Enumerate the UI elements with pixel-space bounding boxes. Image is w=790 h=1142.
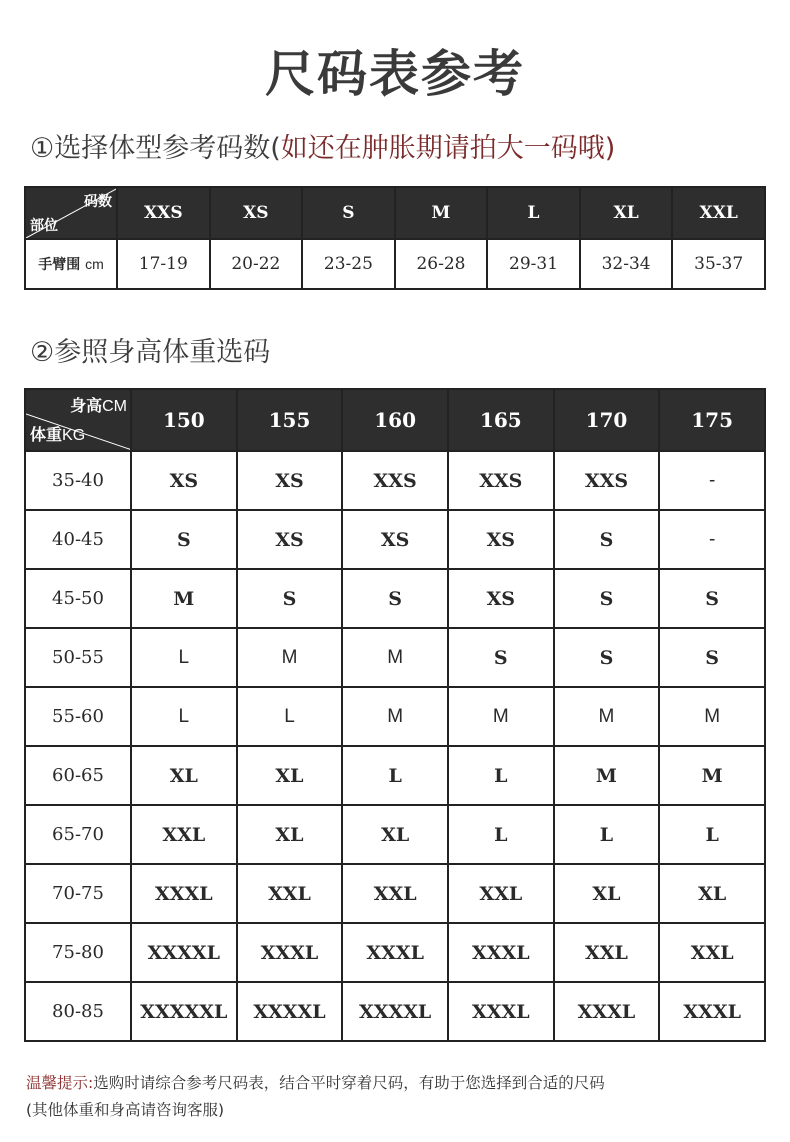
size-cell: S — [659, 628, 765, 687]
weight-range-cell: 40-45 — [25, 510, 131, 569]
size-cell: L — [554, 805, 660, 864]
arm-value-cell: 26-28 — [395, 239, 488, 289]
arm-value-cell: 29-31 — [487, 239, 580, 289]
size-cell: - — [659, 451, 765, 510]
arm-size-table — [24, 186, 766, 290]
arm-table-corner-cell — [25, 187, 117, 239]
height-header: 175 — [659, 389, 765, 451]
arm-row-label — [25, 239, 117, 289]
size-cell: XS — [342, 510, 448, 569]
size-cell: XXL — [554, 923, 660, 982]
size-cell: M — [448, 687, 554, 746]
size-cell: M — [554, 687, 660, 746]
size-cell: XL — [237, 746, 343, 805]
corner-label-size: 码数 — [84, 194, 112, 210]
size-cell: XS — [448, 510, 554, 569]
arm-table-header-row — [25, 187, 765, 239]
size-cell: S — [448, 628, 554, 687]
size-cell: S — [554, 510, 660, 569]
size-cell: XS — [131, 451, 237, 510]
table-row — [25, 510, 765, 569]
section1-heading-prefix: ①选择体型参考码数( — [30, 133, 281, 164]
corner-label-height — [70, 393, 127, 416]
size-cell: XXXL — [237, 923, 343, 982]
size-cell: XXXL — [554, 982, 660, 1041]
tip-text: 选购时请综合参考尺码表，结合平时穿着尺码，有助于您选择到合适的尺码 — [93, 1074, 605, 1092]
size-cell: M — [554, 746, 660, 805]
arm-value-cell: 23-25 — [302, 239, 395, 289]
size-cell: XL — [131, 746, 237, 805]
section1-heading-highlight: 如还在肿胀期请拍大一码哦) — [280, 133, 616, 164]
size-cell: XS — [237, 451, 343, 510]
size-cell: XXXXL — [237, 982, 343, 1041]
size-cell: S — [554, 569, 660, 628]
tip-note-line1 — [26, 1070, 766, 1097]
weight-range-cell: 80-85 — [25, 982, 131, 1041]
arm-value-cell: 17-19 — [117, 239, 210, 289]
table-row — [25, 451, 765, 510]
corner-label-height-unit: CM — [102, 398, 127, 415]
size-cell: XXXL — [448, 982, 554, 1041]
corner-label-weight — [30, 422, 85, 445]
size-cell: XXL — [131, 805, 237, 864]
size-header: XXL — [672, 187, 765, 239]
size-cell: XXL — [342, 864, 448, 923]
weight-range-cell: 55-60 — [25, 687, 131, 746]
size-cell: XL — [237, 805, 343, 864]
weight-range-cell: 65-70 — [25, 805, 131, 864]
size-cell: - — [659, 510, 765, 569]
size-cell: XXL — [237, 864, 343, 923]
size-cell: L — [131, 687, 237, 746]
arm-value-cell: 20-22 — [210, 239, 303, 289]
size-cell: L — [448, 746, 554, 805]
table-row — [25, 746, 765, 805]
arm-row-label-text: 手臂围 — [38, 257, 81, 273]
height-weight-size-table — [24, 388, 766, 1042]
table-row — [25, 628, 765, 687]
size-cell: M — [342, 687, 448, 746]
tip-note-line2: (其他体重和身高请咨询客服) — [26, 1101, 225, 1119]
height-header: 160 — [342, 389, 448, 451]
size-cell: XS — [448, 569, 554, 628]
height-header: 170 — [554, 389, 660, 451]
arm-value-cell: 35-37 — [672, 239, 765, 289]
size-cell: XXL — [448, 864, 554, 923]
size-cell: S — [131, 510, 237, 569]
tip-note — [26, 1070, 766, 1124]
weight-range-cell: 70-75 — [25, 864, 131, 923]
size-cell: XXL — [659, 923, 765, 982]
size-cell: XXXXXL — [131, 982, 237, 1041]
tip-label: 温馨提示: — [26, 1074, 94, 1092]
size-cell: XL — [554, 864, 660, 923]
size-cell: M — [342, 628, 448, 687]
size-cell: XXS — [342, 451, 448, 510]
size-cell: S — [342, 569, 448, 628]
weight-range-cell: 35-40 — [25, 451, 131, 510]
size-header: L — [487, 187, 580, 239]
size-table-corner-cell — [25, 389, 131, 451]
size-cell: M — [659, 687, 765, 746]
arm-circumference-row — [25, 239, 765, 289]
height-header: 155 — [237, 389, 343, 451]
corner-label-part: 部位 — [30, 218, 58, 234]
size-cell: XL — [342, 805, 448, 864]
page-title: 尺码表参考 — [265, 45, 525, 103]
arm-row-unit: cm — [85, 256, 104, 272]
size-cell: XL — [659, 864, 765, 923]
size-cell: M — [237, 628, 343, 687]
height-header: 165 — [448, 389, 554, 451]
size-header: M — [395, 187, 488, 239]
corner-label-weight-text: 体重 — [30, 425, 63, 444]
size-cell: L — [448, 805, 554, 864]
size-cell: L — [237, 687, 343, 746]
size-cell: L — [659, 805, 765, 864]
size-cell: XXS — [554, 451, 660, 510]
size-cell: S — [554, 628, 660, 687]
size-cell: XXXXL — [131, 923, 237, 982]
size-cell: XXXXL — [342, 982, 448, 1041]
size-cell: XXXL — [448, 923, 554, 982]
size-header: S — [302, 187, 395, 239]
weight-range-cell: 45-50 — [25, 569, 131, 628]
table-row — [25, 569, 765, 628]
height-header: 150 — [131, 389, 237, 451]
size-cell: XXXL — [131, 864, 237, 923]
size-cell: XXXL — [342, 923, 448, 982]
corner-label-height-text: 身高 — [70, 396, 103, 415]
size-cell: S — [659, 569, 765, 628]
size-cell: XXXL — [659, 982, 765, 1041]
weight-range-cell: 75-80 — [25, 923, 131, 982]
size-cell: M — [131, 569, 237, 628]
table-row — [25, 923, 765, 982]
size-header: XXS — [117, 187, 210, 239]
size-table-body — [25, 451, 765, 1041]
table-row — [25, 687, 765, 746]
size-cell: L — [342, 746, 448, 805]
section2-heading: ②参照身高体重选码 — [30, 337, 271, 368]
height-header-row — [25, 389, 765, 451]
arm-value-cell: 32-34 — [580, 239, 673, 289]
size-cell: L — [131, 628, 237, 687]
weight-range-cell: 60-65 — [25, 746, 131, 805]
section1-heading — [30, 126, 615, 165]
table-row — [25, 982, 765, 1041]
size-header: XL — [580, 187, 673, 239]
size-cell: S — [237, 569, 343, 628]
corner-label-weight-unit: KG — [62, 427, 86, 444]
weight-range-cell: 50-55 — [25, 628, 131, 687]
size-header: XS — [210, 187, 303, 239]
size-cell: XXS — [448, 451, 554, 510]
size-cell: M — [659, 746, 765, 805]
size-cell: XS — [237, 510, 343, 569]
table-row — [25, 864, 765, 923]
table-row — [25, 805, 765, 864]
